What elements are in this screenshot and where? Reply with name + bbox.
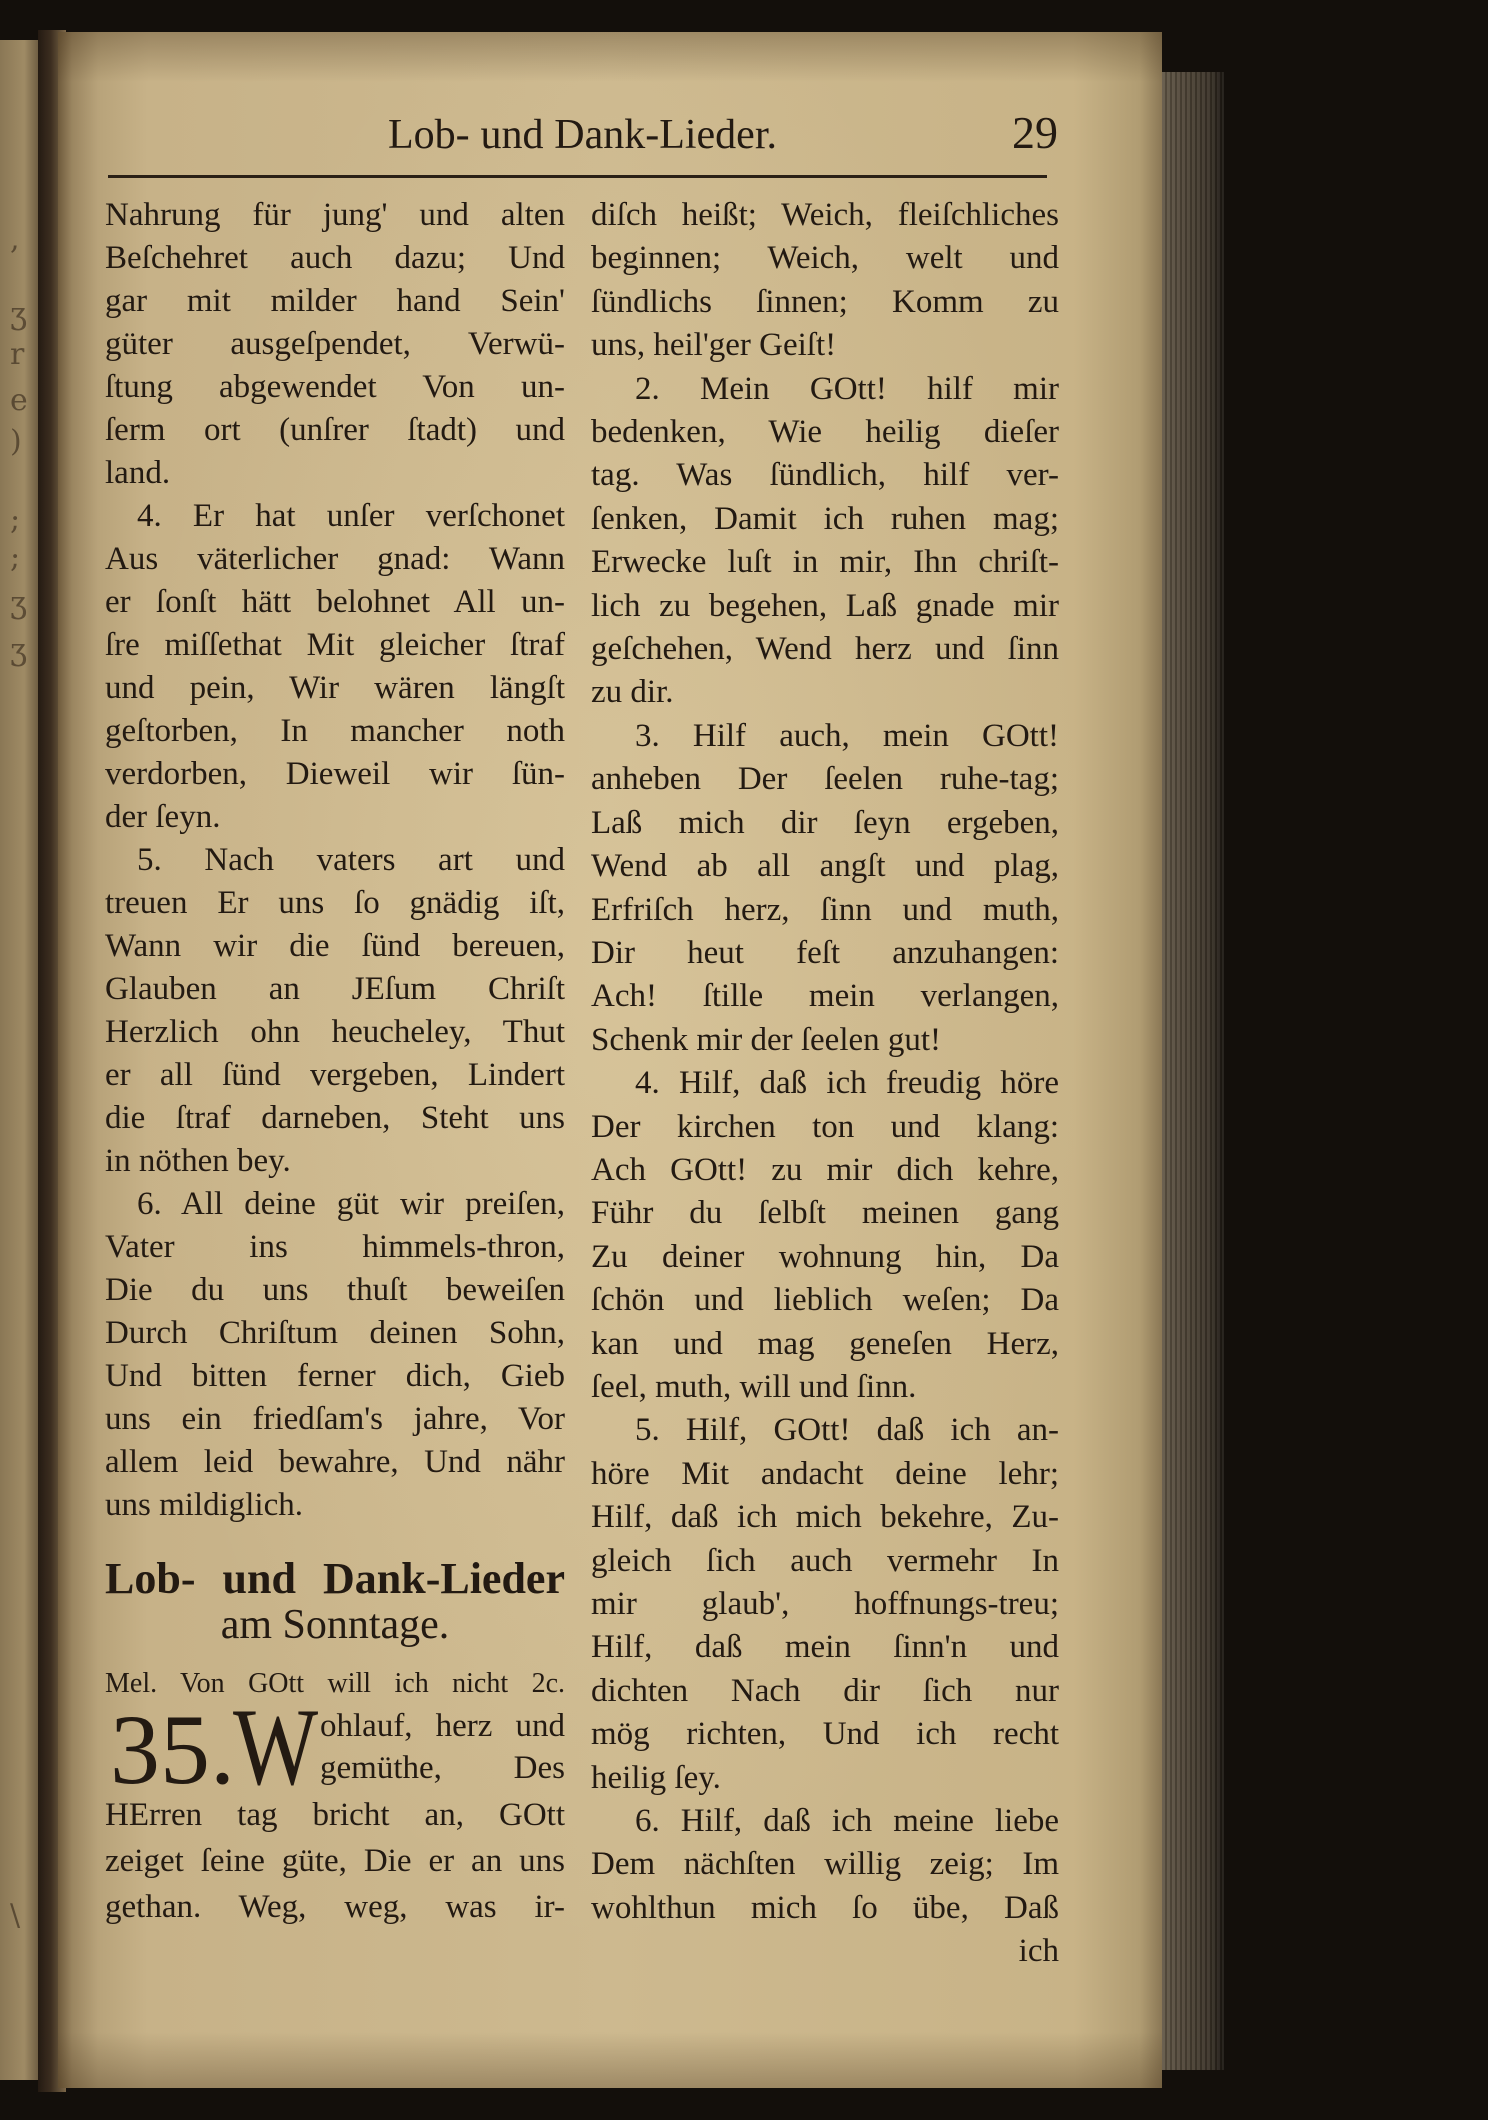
text-line: uns ein friedſam's jahre, Vor [105, 1401, 565, 1437]
verse-start-line: 6. Hilf, daß ich meine liebe [635, 1803, 1059, 1840]
text-line: Herzlich ohn heucheley, Thut [105, 1014, 565, 1050]
text-line: Und bitten ferner dich, Gieb [105, 1358, 565, 1394]
text-line: Schenk mir der ſeelen gut! [591, 1021, 942, 1058]
hymn-line: HErren tag bricht an, GOtt [105, 1797, 565, 1833]
text-line: Dem nächſten willig zeig; Im [591, 1846, 1059, 1883]
verse-start-line: 6. All deine güt wir preiſen, [137, 1186, 565, 1222]
text-line: die ſtraf darneben, Steht uns [105, 1100, 565, 1136]
verse-start-line: 4. Er hat unſer verſchonet [137, 498, 565, 534]
text-line: Aus väterlicher gnad: Wann [105, 541, 565, 577]
text-line: gleich ſich auch vermehr In [591, 1542, 1059, 1579]
previous-page-fragment: e [10, 383, 28, 418]
text-line: er all ſünd vergeben, Lindert [105, 1057, 565, 1093]
previous-page-fragment: ʒ [10, 586, 27, 621]
text-line: uns mildiglich. [105, 1487, 303, 1523]
text-line: ſtung abgewendet Von un- [105, 369, 565, 405]
text-line: uns, heil'ger Geiſt! [591, 327, 837, 364]
header-rule [108, 175, 1047, 178]
text-line: Führ du ſelbſt meinen gang [591, 1195, 1059, 1232]
hymn-line: zeiget ſeine güte, Die er an uns [105, 1843, 565, 1879]
text-line: ſre miſſethat Mit gleicher ſtraf [105, 627, 565, 663]
previous-page-fragment: r [10, 337, 25, 372]
text-line: gar mit milder hand Sein' [105, 283, 565, 319]
text-line: geſchehen, Wend herz und ſinn [591, 631, 1059, 668]
previous-page-fragment: ) [10, 424, 22, 459]
previous-page-fragment: , [10, 222, 20, 257]
text-line: Wann wir die ſünd bereuen, [105, 928, 565, 964]
text-line: Die du uns thuſt beweiſen [105, 1272, 565, 1308]
text-line: allem leid bewahre, Und nähr [105, 1444, 565, 1480]
hymn-line: gethan. Weg, weg, was ir- [105, 1889, 565, 1925]
text-line: Dir heut feſt anzuhangen: [591, 934, 1059, 971]
previous-page-fragment: \ [10, 1898, 21, 1933]
text-line: wohlthun mich ſo übe, Daß [591, 1889, 1059, 1926]
text-line: kan und mag geneſen Herz, [591, 1325, 1059, 1362]
previous-page-fragment: ; [10, 502, 21, 537]
text-line: mir glaub', hoffnungs-treu; [591, 1586, 1059, 1622]
text-line: Laß mich dir ſeyn ergeben, [591, 804, 1059, 841]
text-line: land. [105, 455, 171, 491]
text-line: treuen Er uns ſo gnädig iſt, [105, 885, 565, 921]
text-line: Beſchehret auch dazu; Und [105, 240, 565, 276]
book-page [58, 32, 1162, 2088]
text-line: mög richten, Und ich recht [591, 1716, 1059, 1753]
text-line: höre Mit andacht deine lehr; [591, 1455, 1059, 1492]
text-line: ſeel, muth, will und ſinn. [591, 1368, 917, 1405]
left-column [105, 194, 565, 1527]
right-column [591, 194, 1059, 1974]
text-line: beginnen; Weich, welt und [591, 240, 1059, 277]
text-line: zu dir. [591, 674, 674, 711]
text-line: Ach! ſtille mein verlangen, [591, 978, 1059, 1015]
drop-cap-initial: W [233, 1686, 319, 1808]
previous-page-fragment: ʒ [10, 633, 27, 668]
text-line: Durch Chriſtum deinen Sohn, [105, 1315, 565, 1351]
hymn-line: gemüthe, Des [320, 1750, 565, 1786]
verse-start-line: 5. Hilf, GOtt! daß ich an- [635, 1412, 1059, 1449]
verse-start-line: 3. Hilf auch, mein GOtt! [635, 717, 1059, 754]
text-line: in nöthen bey. [105, 1143, 291, 1179]
text-line: Nahrung für jung' und alten [105, 197, 565, 233]
previous-page-fragment: ; [10, 540, 21, 575]
verse-start-line: 4. Hilf, daß ich freudig höre [635, 1065, 1059, 1102]
section-heading: Lob- und Dank-Lieder [105, 1554, 565, 1603]
hymn-opening-lines [320, 1705, 565, 1789]
text-line: ſchön und lieblich weſen; Da [591, 1282, 1059, 1319]
text-line: ſerm ort (unſrer ſtadt) und [105, 412, 565, 448]
catchword: ich [1018, 1933, 1059, 1970]
text-line: Zu deiner wohnung hin, Da [591, 1238, 1059, 1275]
hymn-body [105, 1792, 565, 1930]
text-line: lich zu begehen, Laß gnade mir [591, 587, 1059, 624]
text-line: ſündlichs ſinnen; Komm zu [591, 283, 1059, 320]
previous-page-fragment: ʒ [10, 297, 27, 332]
text-line: er ſonſt hätt belohnet All un- [105, 584, 565, 620]
hymn-number: 35. [110, 1694, 235, 1805]
text-line: verdorben, Dieweil wir ſün- [105, 756, 565, 792]
text-line: Erwecke luſt in mir, Ihn chriſt- [591, 544, 1059, 581]
text-line: geſtorben, In mancher noth [105, 713, 565, 749]
text-line: Ach GOtt! zu mir dich kehre, [591, 1151, 1059, 1188]
verse-start-line: 5. Nach vaters art und [137, 842, 565, 878]
text-line: Wend ab all angſt und plag, [591, 848, 1059, 885]
text-line: güter ausgeſpendet, Verwü- [105, 326, 565, 362]
text-line: ſenken, Damit ich ruhen mag; [591, 500, 1059, 537]
text-line: Glauben an JEſum Chriſt [105, 971, 565, 1007]
text-line: der ſeyn. [105, 799, 221, 835]
text-line: und pein, Wir wären längſt [105, 670, 565, 706]
text-line: anheben Der ſeelen ruhe-tag; [591, 761, 1059, 798]
running-head: Lob- und Dank-Lieder. [388, 112, 777, 158]
text-line: heilig ſey. [591, 1759, 721, 1796]
text-line: dichten Nach dir ſich nur [591, 1672, 1059, 1709]
text-line: tag. Was ſündlich, hilf ver- [591, 457, 1059, 494]
text-line: Hilf, daß ich mich bekehre, Zu- [591, 1499, 1059, 1536]
section-subheading: am Sonntage. [220, 1602, 450, 1648]
text-line: bedenken, Wie heilig dieſer [591, 414, 1059, 451]
text-line: diſch heißt; Weich, fleiſchliches [591, 197, 1059, 233]
text-line: Vater ins himmels-thron, [105, 1229, 565, 1265]
hymn-line: ohlauf, herz und [320, 1708, 565, 1744]
text-line: Der kirchen ton und klang: [591, 1108, 1059, 1145]
text-line: Hilf, daß mein ſinn'n und [591, 1629, 1059, 1666]
melody-line: Mel. Von GOtt will ich nicht 2c. [105, 1668, 565, 1699]
verse-start-line: 2. Mein GOtt! hilf mir [635, 370, 1059, 407]
page-number: 29 [1012, 107, 1058, 158]
text-line: Erfriſch herz, ſinn und muth, [591, 891, 1059, 928]
